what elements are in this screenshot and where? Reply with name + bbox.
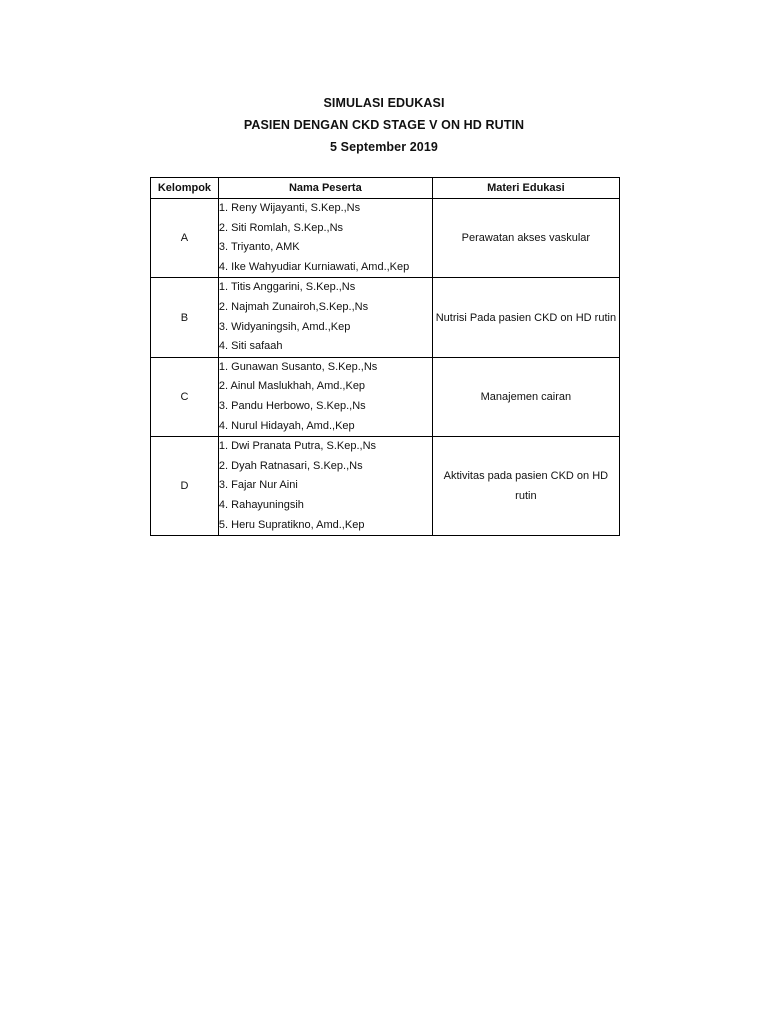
topic-cell: Perawatan akses vaskular [432,199,619,278]
table-row [151,357,620,436]
member-item: 3. Widyaningsih, Amd.,Kep [218,320,351,333]
table-row [151,278,620,357]
document-title: SIMULASI EDUKASI [323,96,445,110]
document-title-block [0,92,768,158]
header-materi-edukasi: Materi Edukasi [432,178,619,199]
member-item: 3. Pandu Herbowo, S.Kep.,Ns [218,399,366,412]
member-item: 3. Triyanto, AMK [218,241,300,254]
header-nama-peserta: Nama Peserta [218,178,432,199]
member-item: 1. Gunawan Susanto, S.Kep.,Ns [218,360,378,373]
members-cell [218,199,432,278]
document-date: 5 September 2019 [330,140,438,154]
table-row [151,437,620,536]
group-cell: B [151,278,219,357]
document-subtitle: PASIEN DENGAN CKD STAGE V ON HD RUTIN [243,118,525,132]
topic-cell: Nutrisi Pada pasien CKD on HD rutin [432,278,619,357]
member-item: 2. Najmah Zunairoh,S.Kep.,Ns [218,300,369,313]
member-item: 4. Nurul Hidayah, Amd.,Kep [218,419,355,432]
group-cell: D [151,437,219,536]
member-item: 5. Heru Supratikno, Amd.,Kep [218,518,365,531]
member-item: 1. Dwi Pranata Putra, S.Kep.,Ns [218,440,377,453]
member-item: 1. Reny Wijayanti, S.Kep.,Ns [218,202,361,214]
topic-cell: Aktivitas pada pasien CKD on HD rutin [432,437,619,536]
group-cell: C [151,357,219,436]
member-item: 4. Ike Wahyudiar Kurniawati, Amd.,Kep [218,260,410,273]
group-cell: A [151,199,219,278]
members-cell [218,437,432,536]
table-row [151,199,620,278]
member-item: 2. Ainul Maslukhah, Amd.,Kep [218,380,366,393]
member-item: 4. Siti safaah [218,340,283,353]
header-kelompok: Kelompok [151,178,219,199]
topic-cell: Manajemen cairan [432,357,619,436]
member-item: 1. Titis Anggarini, S.Kep.,Ns [218,281,356,294]
table-header-row [151,178,620,199]
members-cell [218,278,432,357]
member-item: 2. Siti Romlah, S.Kep.,Ns [218,221,344,234]
members-cell [218,357,432,436]
member-item: 4. Rahayuningsih [218,498,304,511]
education-table [150,177,620,536]
member-item: 3. Fajar Nur Aini [218,479,298,492]
member-item: 2. Dyah Ratnasari, S.Kep.,Ns [218,459,363,472]
